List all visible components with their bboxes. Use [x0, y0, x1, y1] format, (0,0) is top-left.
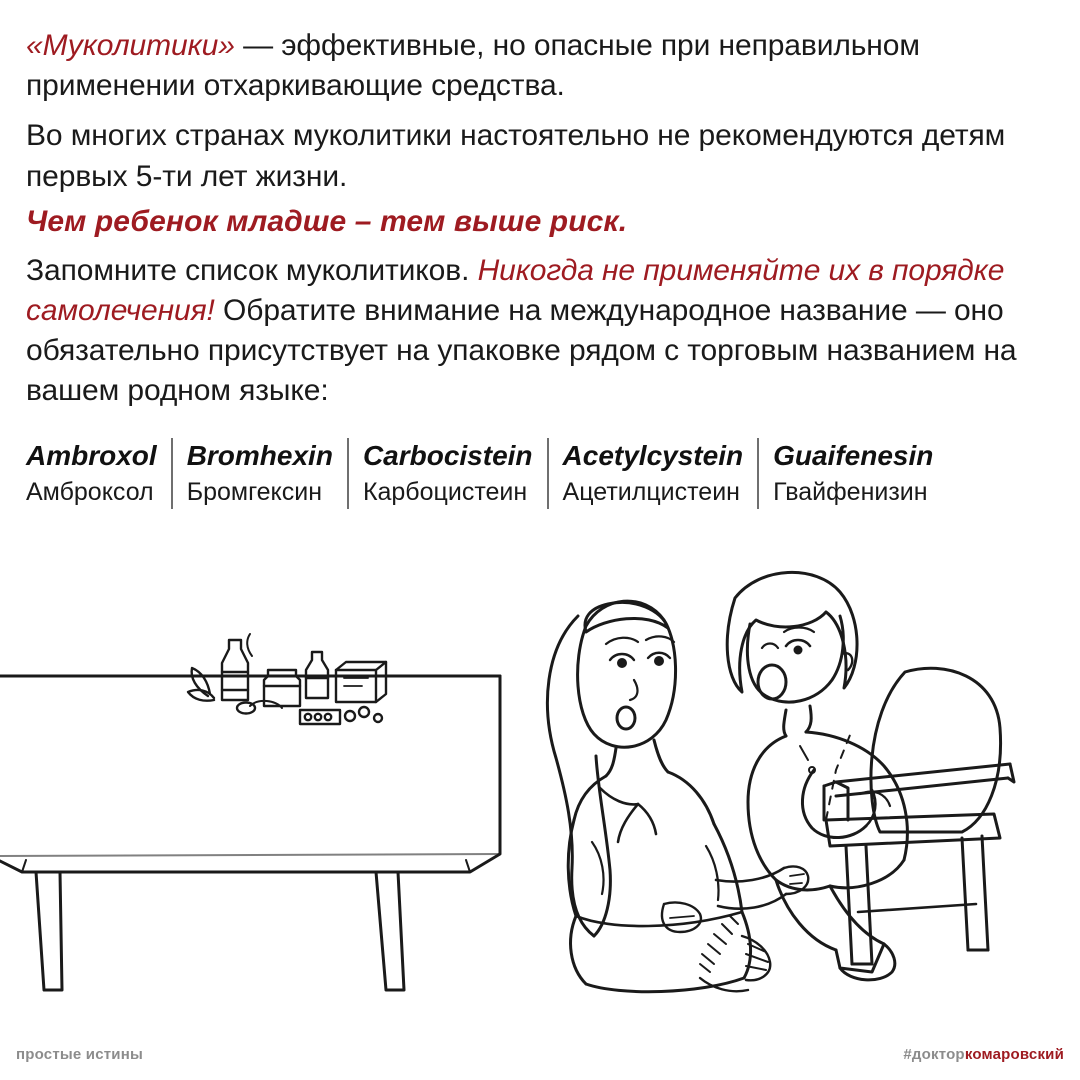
mother-figure: [547, 601, 808, 992]
drug-local-name: Гвайфенизин: [773, 478, 928, 506]
drug-column-bromhexin: [171, 438, 347, 509]
footer-hashtag: [903, 1046, 1064, 1063]
table-with-medicines: [0, 676, 500, 990]
text-block: [26, 26, 1056, 422]
drug-name-table: [26, 438, 1058, 509]
illustration-drawing: [0, 520, 1080, 1025]
footer-hashtag-prefix: #доктор: [903, 1046, 965, 1063]
paragraph-3-accent: Никогда не применяйте их в порядке самолечения!: [26, 253, 1005, 327]
paragraph-1-rest: — эффективные, но опасные при неправильном применении отхаркивающие средства.: [26, 29, 920, 103]
paragraph-2: Во многих странах муколитики настоятельно не рекомендуются детям первых 5-ти лет жизни.: [26, 119, 1006, 193]
drug-local-name: Ацетилцистеин: [562, 478, 740, 506]
headline: Чем ребенок младше – тем выше риск.: [26, 204, 628, 238]
drug-local-name: Карбоцистеин: [362, 478, 528, 506]
footer-left-label: простые истины: [16, 1046, 143, 1063]
paragraph-3-part-2: Обратите внимание на международное название — оно обязательно присутствует на упаковке рядом с торговым названием на вашем родном языке:: [26, 293, 1017, 408]
paragraph-3: [26, 251, 1056, 412]
illustration: [0, 520, 1080, 1025]
footer-hashtag-brand: комаровский: [964, 1046, 1064, 1063]
drug-international-name: Guaifenesin: [773, 440, 934, 471]
drug-international-name: Carbocistein: [362, 440, 533, 471]
paragraph-1-lead: «Муколитики»: [26, 29, 235, 62]
drug-local-name: Амброксол: [26, 478, 154, 506]
paragraph-1: [26, 26, 1056, 106]
drug-international-name: Acetylcystein: [562, 440, 744, 471]
drug-column-guaifenesin: [757, 438, 947, 509]
drug-column-carbocistein: [347, 438, 547, 509]
drug-international-name: Ambroxol: [26, 440, 157, 471]
drug-local-name: Бромгексин: [186, 478, 323, 506]
drug-column-ambroxol: [26, 438, 171, 509]
drug-international-name: Bromhexin: [186, 440, 333, 471]
drug-column-acetylcystein: [547, 438, 758, 509]
paragraph-3-part-1: Запомните список муколитиков.: [26, 253, 478, 287]
